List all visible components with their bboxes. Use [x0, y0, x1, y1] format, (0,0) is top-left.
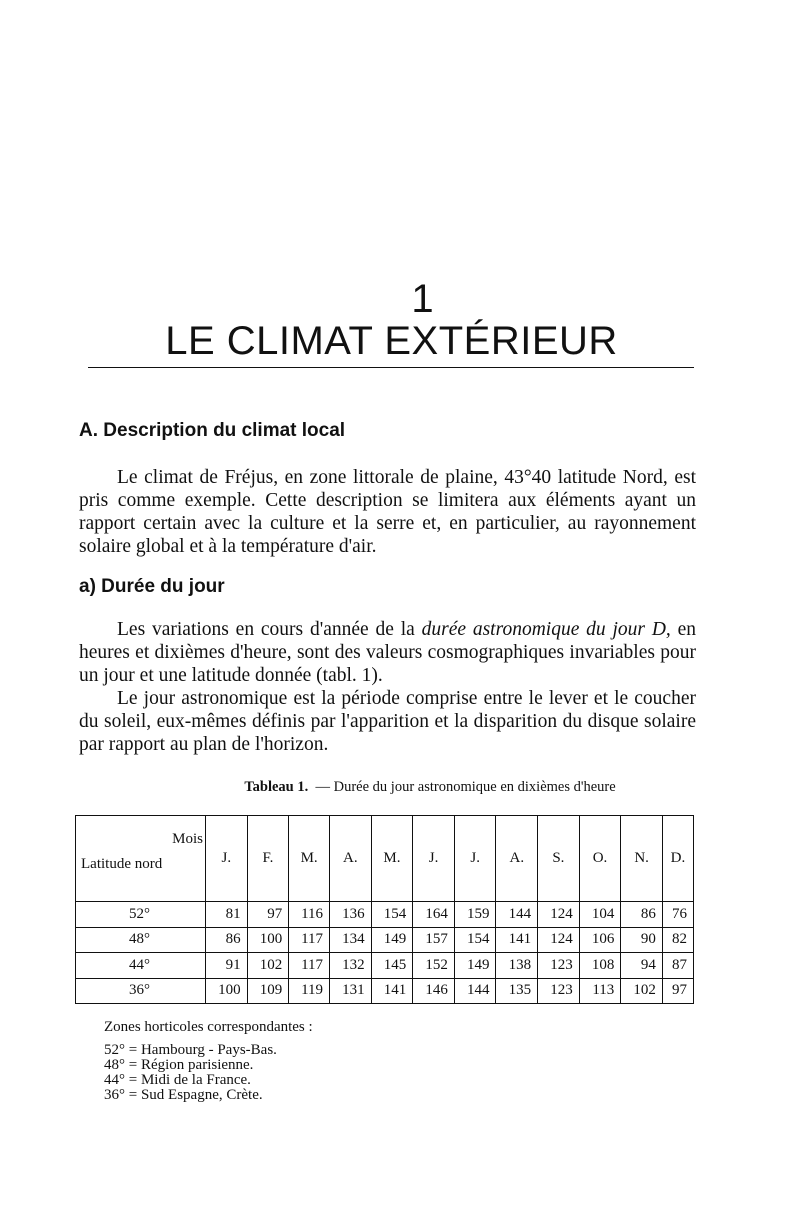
- value-cell: 145: [371, 953, 413, 978]
- table-caption: [0, 779, 800, 796]
- table-row: [76, 978, 694, 1003]
- paragraph-1: [79, 618, 696, 687]
- corner-cell: [76, 816, 206, 902]
- note-item: 44° = Midi de la France.: [104, 1072, 251, 1088]
- value-cell: 141: [496, 927, 538, 952]
- value-cell: 90: [621, 927, 663, 952]
- value-cell: 76: [662, 902, 693, 927]
- value-cell: 132: [330, 953, 372, 978]
- value-cell: 86: [621, 902, 663, 927]
- corner-top: Mois: [172, 830, 203, 847]
- month-header: J.: [413, 816, 455, 902]
- month-header: M.: [371, 816, 413, 902]
- day-length-table: [75, 815, 694, 1004]
- title-rule: [88, 367, 694, 368]
- table-row: [76, 927, 694, 952]
- month-header: J.: [206, 816, 248, 902]
- value-cell: 100: [247, 927, 289, 952]
- value-cell: 154: [371, 902, 413, 927]
- value-cell: 124: [538, 927, 580, 952]
- value-cell: 97: [662, 978, 693, 1003]
- value-cell: 159: [454, 902, 496, 927]
- notes: [104, 1020, 313, 1103]
- latitude-cell: 48°: [76, 927, 206, 952]
- value-cell: 102: [247, 953, 289, 978]
- value-cell: 116: [289, 902, 330, 927]
- value-cell: 146: [413, 978, 455, 1003]
- text: Les variations en cours d'année de la: [117, 619, 422, 640]
- subsection-heading: a) Durée du jour: [79, 576, 225, 597]
- subsection-paragraphs: [79, 618, 696, 756]
- latitude-cell: 36°: [76, 978, 206, 1003]
- value-cell: 104: [579, 902, 621, 927]
- value-cell: 152: [413, 953, 455, 978]
- value-cell: 117: [289, 953, 330, 978]
- paragraph-2: Le jour astronomique est la période comprise entre le lever et le coucher du soleil, eux-mêmes définis par l'apparition et la disparition du disque solaire par rapport au plan de l'horizon.: [79, 688, 696, 755]
- value-cell: 134: [330, 927, 372, 952]
- notes-title: Zones horticoles correspondantes :: [104, 1019, 313, 1035]
- value-cell: 144: [496, 902, 538, 927]
- section-heading: A. Description du climat local: [79, 420, 346, 441]
- latitude-cell: 44°: [76, 953, 206, 978]
- caption-text: — Durée du jour astronomique en dixièmes d'heure: [315, 779, 616, 795]
- value-cell: 108: [579, 953, 621, 978]
- chapter-number: 1: [411, 277, 434, 321]
- month-header: A.: [496, 816, 538, 902]
- table-row: [76, 953, 694, 978]
- italic-term: durée astronomique du jour D,: [421, 619, 671, 640]
- value-cell: 141: [371, 978, 413, 1003]
- value-cell: 82: [662, 927, 693, 952]
- value-cell: 138: [496, 953, 538, 978]
- value-cell: 94: [621, 953, 663, 978]
- month-header: D.: [662, 816, 693, 902]
- value-cell: 100: [206, 978, 248, 1003]
- value-cell: 131: [330, 978, 372, 1003]
- chapter-title: LE CLIMAT EXTÉRIEUR: [165, 319, 618, 363]
- value-cell: 86: [206, 927, 248, 952]
- value-cell: 123: [538, 953, 580, 978]
- value-cell: 144: [454, 978, 496, 1003]
- table-row: [76, 902, 694, 927]
- value-cell: 157: [413, 927, 455, 952]
- month-header: O.: [579, 816, 621, 902]
- latitude-cell: 52°: [76, 902, 206, 927]
- value-cell: 164: [413, 902, 455, 927]
- month-header: J.: [454, 816, 496, 902]
- caption-label: Tableau 1.: [244, 779, 309, 795]
- value-cell: 113: [579, 978, 621, 1003]
- note-item: 36° = Sud Espagne, Crète.: [104, 1087, 263, 1103]
- month-header: S.: [538, 816, 580, 902]
- value-cell: 81: [206, 902, 248, 927]
- value-cell: 117: [289, 927, 330, 952]
- value-cell: 124: [538, 902, 580, 927]
- note-item: 48° = Région parisienne.: [104, 1057, 254, 1073]
- text: en heures et dixièmes d'heure, sont des valeurs cosmographiques invariables pour un jour et une latitude donnée (tabl. 1).: [79, 619, 697, 686]
- value-cell: 102: [621, 978, 663, 1003]
- table-header-row: [76, 816, 694, 902]
- note-item: 52° = Hambourg - Pays-Bas.: [104, 1042, 277, 1058]
- month-header: N.: [621, 816, 663, 902]
- value-cell: 91: [206, 953, 248, 978]
- value-cell: 87: [662, 953, 693, 978]
- value-cell: 97: [247, 902, 289, 927]
- value-cell: 154: [454, 927, 496, 952]
- month-header: F.: [247, 816, 289, 902]
- value-cell: 109: [247, 978, 289, 1003]
- value-cell: 149: [371, 927, 413, 952]
- corner-bottom: Latitude nord: [81, 855, 163, 872]
- value-cell: 119: [289, 978, 330, 1003]
- value-cell: 149: [454, 953, 496, 978]
- month-header: M.: [289, 816, 330, 902]
- value-cell: 136: [330, 902, 372, 927]
- value-cell: 135: [496, 978, 538, 1003]
- paragraph-text: Le climat de Fréjus, en zone littorale de plaine, 43°40 latitude Nord, est pris comme exemple. Cette description se limitera aux éléments ayant un rapport certain avec la culture et la serre et, en particulier, au rayonnement solaire global et à la température d'air.: [79, 467, 696, 557]
- section-paragraph: [79, 466, 696, 558]
- value-cell: 106: [579, 927, 621, 952]
- value-cell: 123: [538, 978, 580, 1003]
- month-header: A.: [330, 816, 372, 902]
